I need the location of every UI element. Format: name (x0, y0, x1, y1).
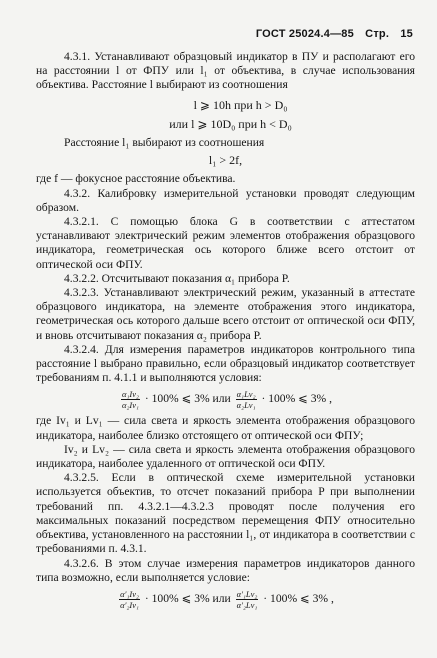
formula-end-2: · 100% ⩽ 3% , (263, 592, 334, 606)
formula-middle-2: · 100% ⩽ 3% или (144, 592, 231, 606)
equation-distance-l1: l₁ > 2f, (208, 153, 243, 168)
paragraph-4-3-2-3: 4.3.2.3. Устанавливают электрический режим, указанный в аттестате образцового индикатора, на элементе отображения этого индикатора, геометрическая ось которого дальше всего отстоит от оптической оси ФПУ, и вновь отсчитывают показания α₂ прибора P. (36, 286, 415, 342)
formula-end: · 100% ⩽ 3% , (261, 392, 333, 406)
equation-distance-1: l ⩾ 10h при h > D₀ (193, 97, 288, 112)
paragraph-4-3-2-5: 4.3.2.5. Если в оптической схеме измерительной установки используется объектив, то отсчет показаний прибора P при выполнении требований пп. 4.3.2.1—4.3.2.3 проводят после получения его максимальных показаний посредством перемещения ФПУ относительно объектива, установленного на расстоянии l₁, от индикатора в соответствии с требованиями п. 4.3.1. (36, 471, 415, 556)
page-header (248, 28, 413, 40)
fraction-intensity-ratio-2: $\frac{\text{α′₁Iv₂}}{\text{α′₂Iv₁}}$ (120, 588, 139, 610)
fraction-intensity-ratio: $\frac{\text{α₁Iv₂}}{\text{α₂Iv₁}}$ (121, 389, 139, 411)
gost-number: ГОСТ 25024.4—85 (255, 28, 354, 40)
formula-middle: · 100% ⩽ 3% или (144, 392, 231, 406)
equation-distance-2: или l ⩾ 10D₀ при h < D₀ (169, 116, 292, 131)
page-number: 15 (400, 28, 413, 40)
fraction-luminance-ratio-2: $\frac{\text{α′₁Lv₂}}{\text{α′₂Lv₁}}$ (236, 588, 258, 610)
paragraph-4-3-2-1: 4.3.2.1. С помощью блока G в соответствии с аттестатом устанавливают электрический режим элементов отображения образцового индикатора, геометрическая ось которого ближе всего отстоит от оптической оси ФПУ. (36, 215, 415, 271)
paragraph-definition-iv2: Iv₂ и Lv₂ — сила света и яркость элемента отображения образцового индикатора, наиболее удаленного от оптической оси ФПУ. (36, 442, 415, 471)
paragraph-distance-l1: Расстояние l₁ выбирают из соотношения (64, 136, 265, 150)
paragraph-4-3-1: 4.3.1. Устанавливают образцовый индикатор в ПУ и располагают его на расстоянии l от ФПУ или l₁ от объектива, в случае использования объектива. Расстояние l выбирают из соотношения (36, 50, 415, 92)
fraction-luminance-ratio: $\frac{\text{α₁Lv₂}}{\text{α₂Lv₁}}$ (236, 389, 256, 411)
paragraph-4-3-2: 4.3.2. Калибровку измерительной установки проводят следующим образом. (36, 186, 415, 214)
paragraph-4-3-2-2: 4.3.2.2. Отсчитывают показания α₁ прибора P. (64, 271, 290, 285)
paragraph-focal-length: где f — фокусное расстояние объектива. (36, 172, 236, 186)
formula-condition-2 (36, 589, 415, 610)
paragraph-4-3-2-4: 4.3.2.4. Для измерения параметров индикаторов контрольного типа расстояние l выбрано правильно, если образцовый индикатор соответствует требованиям п. 4.1.1 и выполняются условия: (36, 342, 415, 385)
page-label: Стр. (365, 28, 390, 40)
formula-condition-1 (36, 389, 415, 410)
document-body (36, 50, 415, 614)
paragraph-4-3-2-6: 4.3.2.6. В этом случае измерения параметров индикаторов данного типа возможно, если выполняется условие: (36, 556, 415, 584)
paragraph-definition-iv1: где Iv₁ и Lv₁ — сила света и яркость элемента отображения образцового индикатора, наиболее близко отстоящего от оптической оси ФПУ; (36, 414, 415, 442)
